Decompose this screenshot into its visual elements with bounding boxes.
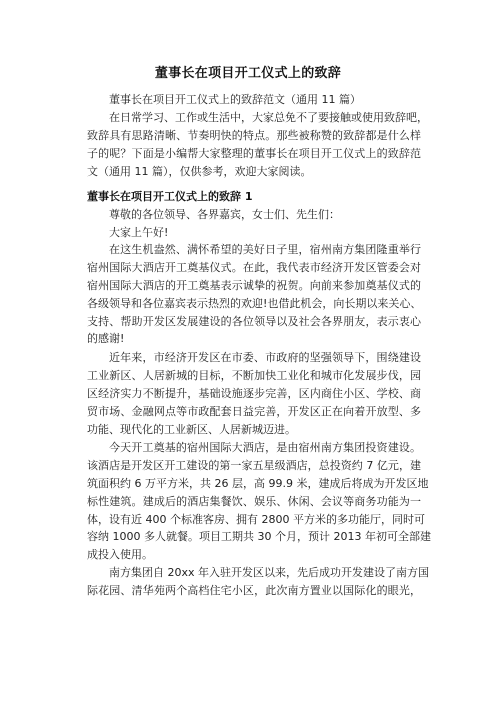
paragraph-line: 功能、现代化的工业新区、人居新城迈进。	[87, 422, 296, 436]
paragraph-line: 南方集团自 20xx 年入驻开发区以来，先后成功开发建设了南方国	[109, 566, 430, 579]
paragraph-line: 筑面积约 6 万平方米，共 26 层，高 99.9 米，建成后将成为开发区地	[87, 476, 429, 490]
paragraph-line: 标性建筑。建成后的酒店集餐饮、娱乐、休闲、会议等商务功能为一	[87, 494, 421, 508]
greeting: 大家上午好!	[109, 226, 169, 239]
intro-line: 子的呢？下面是小编帮大家整理的董事长在项目开工仪式上的致辞范	[87, 146, 421, 160]
intro-line: 文（通用 11 篇），仅供参考，欢迎大家阅读。	[87, 164, 312, 178]
intro-line: 董事长在项目开工仪式上的致辞范文（通用 11 篇）	[109, 93, 361, 106]
section-heading: 董事长在项目开工仪式上的致辞 1	[87, 190, 253, 203]
paragraph-line: 区经济实力不断提升，基础设施逐步完善，区内商住小区、学校、商	[87, 386, 421, 400]
intro-paragraph	[87, 91, 428, 180]
paragraph-line: 工业新区、人居新城的目标，不断加快工业化和城市化发展步伐，园	[87, 368, 421, 382]
paragraph-3	[87, 439, 431, 564]
paragraph-line: 成投入使用。	[87, 548, 153, 562]
paragraph-line: 宿州国际大酒店的开工奠基表示诚挚的祝贺。向前来参加奠基仪式的	[87, 278, 421, 292]
paragraph-line: 该酒店是开发区开工建设的第一家五星级酒店，总投资约 7 亿元，建	[87, 458, 421, 472]
paragraph-line: 宿州国际大酒店开工奠基仪式。在此，我代表市经济开发区管委会对	[87, 260, 421, 274]
document-title: 董事长在项目开工仪式上的致辞	[154, 66, 342, 81]
paragraph-line: 体，设有近 400 个标准客房、拥有 2800 平方米的多功能厅，同时可	[87, 512, 425, 526]
intro-line: 致辞具有思路清晰、节奏明快的特点。那些被称赞的致辞都是什么样	[87, 128, 421, 142]
paragraph-line: 容纳 1000 多人就餐。项目工期共 30 个月，预计 2013 年初可全部建	[87, 530, 431, 544]
intro-line: 在日常学习、工作或生活中，大家总免不了要接触或使用致辞吧，	[109, 110, 428, 124]
paragraph-line: 的感谢!	[87, 332, 125, 346]
paragraph-line: 支持、帮助开发区发展建设的各位领导以及社会各界朋友，表示衷心	[87, 314, 421, 328]
paragraph-line: 各级领导和各位嘉宾表示热烈的欢迎!也借此机会，向长期以来关心、	[87, 296, 422, 310]
paragraph-line: 近年来，市经济开发区在市委、市政府的坚强领导下，围绕建设	[109, 351, 421, 364]
paragraph-line: 今天开工奠基的宿州国际大酒店，是由宿州南方集团投资建设。	[109, 441, 421, 454]
paragraph-line: 在这生机盎然、满怀希望的美好日子里，宿州南方集团隆重举行	[109, 243, 421, 256]
paragraph-line: 际花园、清华苑两个高档住宅小区，此次南方置业以国际化的眼光，	[87, 583, 421, 597]
paragraph-4	[87, 564, 430, 600]
salutation: 尊敬的各位领导、各界嘉宾，女士们、先生们：	[109, 208, 340, 221]
paragraph-line: 贸市场、金融网点等市政配套日益完善，开发区正在向着开放型、多	[87, 404, 421, 418]
paragraph-2	[87, 349, 421, 438]
paragraph-1	[87, 241, 421, 348]
